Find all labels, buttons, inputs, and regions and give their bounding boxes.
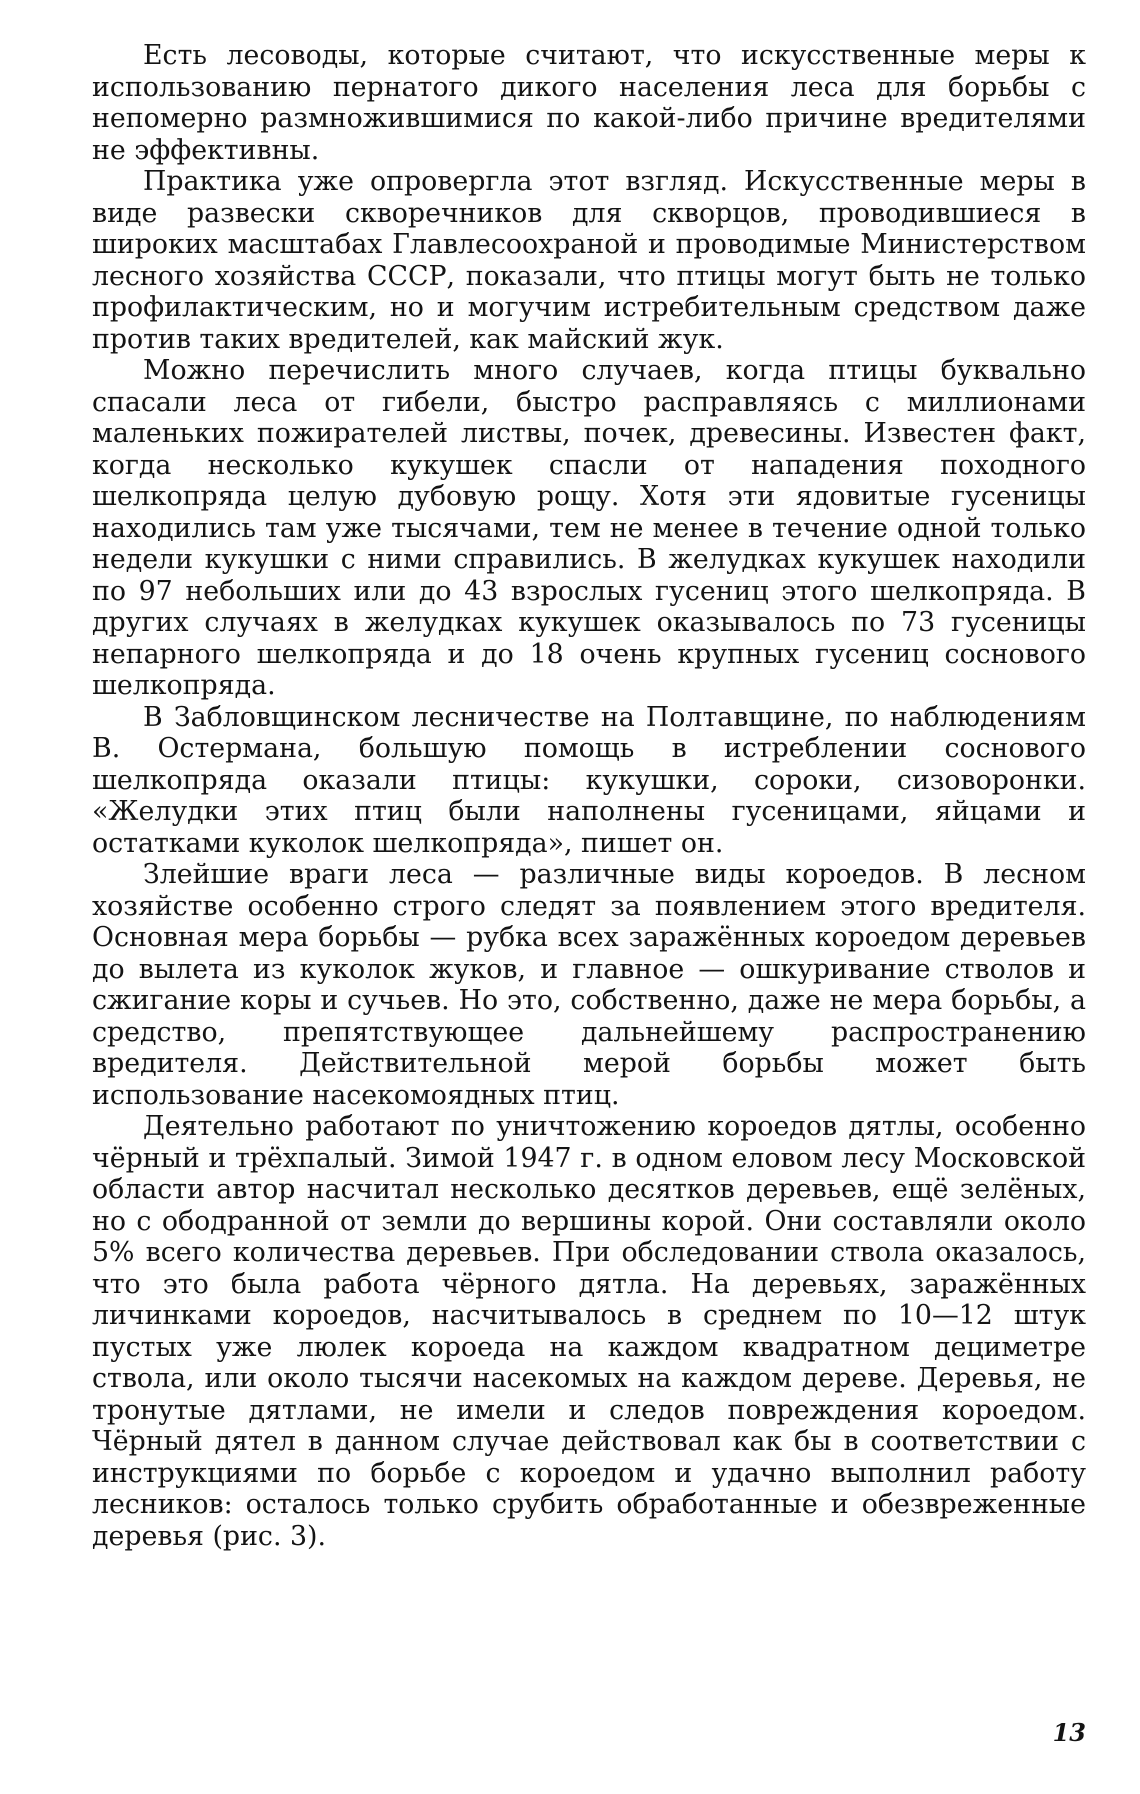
paragraph-4: В Забловщинском лесничестве на Полтавщине, по наблюдениям В. Остермана, большую помощь в истреблении соснового шелкопряда оказали птицы: кукушки, сороки, сизоворонки. «Желудки этих птиц были наполнены гусеницами, яйцами и остатками куколок шелкопряда», пишет он. xyxy=(92,701,1086,859)
paragraph-6: Деятельно работают по уничтожению короедов дятлы, особенно чёрный и трёхпалый. Зимой 1947 г. в одном еловом лесу Московской области автор насчитал несколько десятков деревьев, ещё зелёных, но с ободранной от земли до вершины корой. Они составляли около 5% всего количества деревьев. При обследовании ствола оказалось, что это была работа чёрного дятла. На деревьях, заражённых личинками короедов, насчитывалось в среднем по 10—12 штук пустых уже люлек короеда на каждом квадратном дециметре ствола, или около тысячи насекомых на каждом дереве. Деревья, не тронутые дятлами, не имели и следов повреждения короедом. Чёрный дятел в данном случае действовал как бы в соответствии с инструкциями по борьбе с короедом и удачно выполнил работу лесников: осталось только срубить обработанные и обезвреженные деревья (рис. 3). xyxy=(92,1111,1086,1552)
paragraph-1: Есть лесоводы, которые считают, что искусственные меры к использованию пернатого дикого населения леса для борьбы с непомерно размножившимися по какой-либо причине вредителями не эффективны. xyxy=(92,40,1086,166)
paragraph-5: Злейшие враги леса — различные виды короедов. В лесном хозяйстве особенно строго следят за появлением этого вредителя. Основная мера борьбы — рубка всех заражённых короедом деревьев до вылета из куколок жуков, и главное — ошкуривание стволов и сжигание коры и сучьев. Но это, собственно, даже не мера борьбы, а средство, препятствующее дальнейшему распространению вредителя. Действительной мерой борьбы может быть использование насекомоядных птиц. xyxy=(92,859,1086,1111)
page-number: 13 xyxy=(1052,1718,1086,1747)
paragraph-2: Практика уже опровергла этот взгляд. Искусственные меры в виде развески скворечников для скворцов, проводившиеся в широких масштабах Главлесоохраной и проводимые Министерством лесного хозяйства СССР, показали, что птицы могут быть не только профилактическим, но и могучим истребительным средством даже против таких вредителей, как майский жук. xyxy=(92,166,1086,355)
paragraph-3: Можно перечислить много случаев, когда птицы буквально спасали леса от гибели, быстро расправляясь с миллионами маленьких пожирателей листвы, почек, древесины. Известен факт, когда несколько кукушек спасли от нападения походного шелкопряда целую дубовую рощу. Хотя эти ядовитые гусеницы находились там уже тысячами, тем не менее в течение одной только недели кукушки с ними справились. В желудках кукушек находили по 97 небольших или до 43 взрослых гусениц этого шелкопряда. В других случаях в желудках кукушек оказывалось по 73 гусеницы непарного шелкопряда и до 18 очень крупных гусениц соснового шелкопряда. xyxy=(92,355,1086,701)
page-body xyxy=(92,40,1086,1552)
